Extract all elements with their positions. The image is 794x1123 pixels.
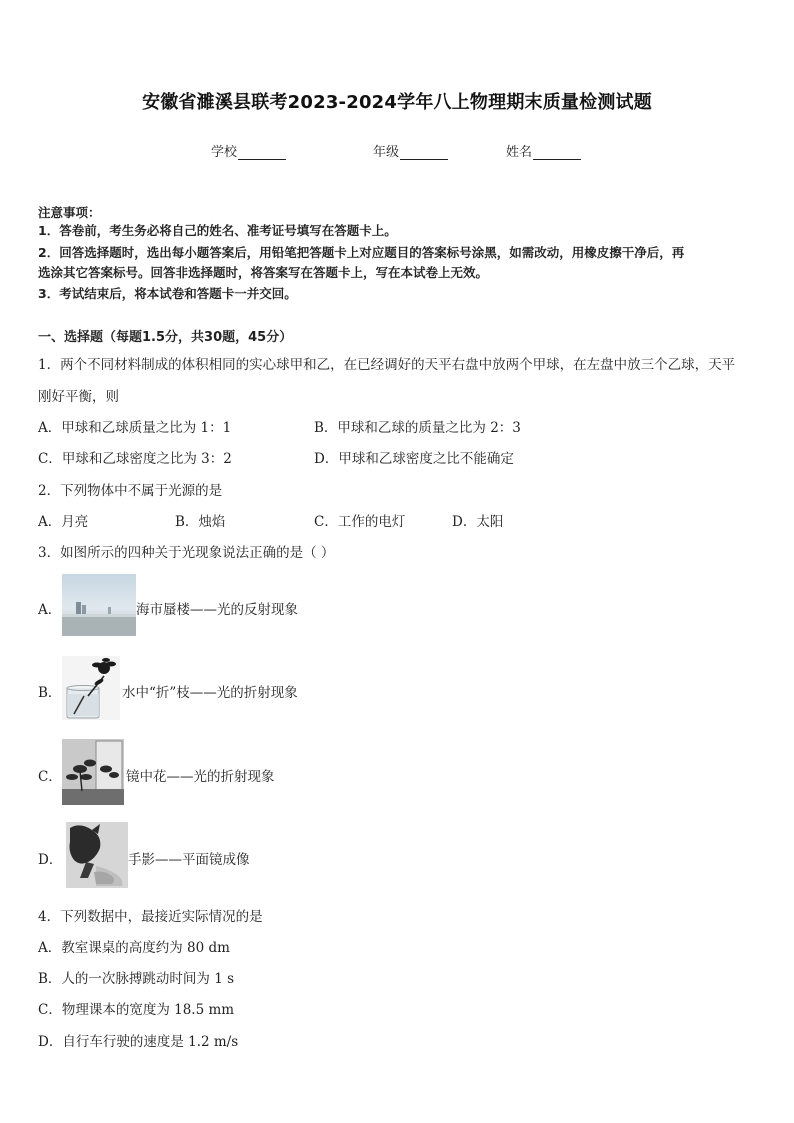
question-4-option-d: D．自行车行驶的速度是 1.2 m/s [38, 1034, 239, 1050]
notice-item-3: 3．考试结束后，将本试卷和答题卡一并交回。 [38, 286, 297, 301]
name-blank[interactable] [533, 146, 581, 160]
name-label: 姓名 [506, 145, 533, 160]
question-3-option-b-text: 水中“折”枝——光的折射现象 [122, 685, 298, 701]
question-1-option-b: B．甲球和乙球的质量之比为 2：3 [314, 420, 521, 436]
notice-item-2b: 选涂其它答案标号。回答非选择题时，将答案写在答题卡上，写在本试卷上无效。 [38, 265, 489, 280]
question-3-option-c-label: C． [38, 769, 62, 785]
notice-item-2a: 2．回答选择题时，选出每小题答案后，用铅笔把答题卡上对应题目的答案标号涂黑，如需改动，用橡皮擦干净后，再 [38, 245, 685, 260]
name-field [506, 141, 581, 160]
exam-title: 安徽省濉溪县联考2023-2024学年八上物理期末质量检测试题 [142, 92, 652, 113]
question-4-option-a: A．教室课桌的高度约为 80 dm [38, 940, 230, 956]
hand-shadow-image [66, 822, 128, 888]
school-field [211, 141, 286, 160]
question-3-option-b-label: B． [38, 685, 62, 701]
question-4-option-c: C．物理课本的宽度为 18.5 mm [38, 1002, 235, 1018]
question-2-option-c: C．工作的电灯 [314, 514, 406, 530]
mirage-image [62, 574, 136, 636]
question-3-option-d-text: 手影——平面镜成像 [128, 852, 250, 868]
notice-item-1: 1．答卷前，考生务必将自己的姓名、准考证号填写在答题卡上。 [38, 223, 397, 238]
question-1-line-1: 1．两个不同材料制成的体积相同的实心球甲和乙，在已经调好的天平右盘中放两个甲球，在左盘中放三个乙球，天平 [38, 357, 736, 373]
question-3-option-a-text: 海市蜃楼——光的反射现象 [136, 602, 298, 618]
question-4-stem: 4．下列数据中，最接近实际情况的是 [38, 909, 263, 925]
question-1-line-2: 刚好平衡，则 [38, 389, 119, 405]
grade-field [373, 141, 448, 160]
question-2-stem: 2．下列物体中不属于光源的是 [38, 483, 223, 499]
question-3-option-a-label: A． [38, 602, 62, 618]
grade-blank[interactable] [400, 146, 448, 160]
question-1-option-d: D．甲球和乙球密度之比不能确定 [314, 451, 514, 467]
question-2-option-a: A．月亮 [38, 514, 89, 530]
section-heading: 一、选择题（每题1.5分，共30题，45分） [38, 330, 293, 345]
flower-in-mirror-image [62, 739, 124, 805]
question-2-option-b: B．烛焰 [175, 514, 226, 530]
school-blank[interactable] [238, 146, 286, 160]
grade-label: 年级 [373, 145, 400, 160]
school-label: 学校 [211, 145, 238, 160]
question-4-option-b: B．人的一次脉搏跳动时间为 1 s [38, 971, 235, 987]
question-3-option-c-text: 镜中花——光的折射现象 [126, 769, 275, 785]
question-1-option-a: A．甲球和乙球质量之比为 1：1 [38, 420, 232, 436]
bent-branch-in-water-image [62, 656, 120, 720]
question-3-stem: 3．如图所示的四种关于光现象说法正确的是（ ） [38, 545, 335, 561]
question-3-option-d-label: D． [38, 852, 63, 868]
question-2-option-d: D．太阳 [452, 514, 504, 530]
question-1-option-c: C．甲球和乙球密度之比为 3：2 [38, 451, 232, 467]
notice-heading: 注意事项： [38, 205, 101, 220]
